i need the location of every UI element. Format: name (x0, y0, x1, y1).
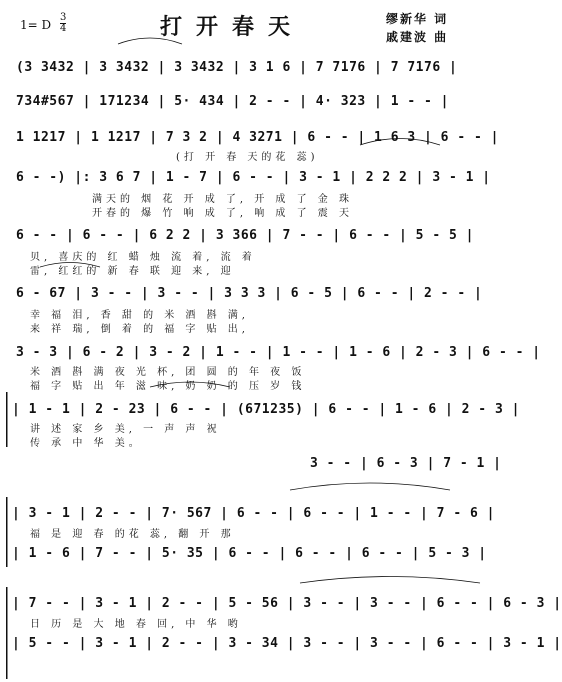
composer-credit: 戚建波 曲 (386, 30, 449, 44)
lyric-line: 福 是 迎 春 的花 蕊, 翻 开 那 (30, 529, 235, 540)
notation-row: 6 - -) |: 3 6 7 | 1 - 7 | 6 - - | 3 - 1 | 2 2 2 | 3 - 1 | (16, 170, 491, 185)
key-signature (20, 18, 51, 32)
system-bracket (6, 392, 8, 447)
slur (290, 483, 450, 490)
time-numerator: 3 (60, 12, 67, 23)
time-denominator: 4 (60, 23, 67, 34)
lyric-line: 雷, 红红的 新 春 联 迎 来, 迎 (30, 266, 235, 277)
notation-row-lower-part: | 1 - 6 | 7 - - | 5· 35 | 6 - - | 6 - - | 6 - - | 5 - 3 | (12, 546, 487, 561)
time-signature (60, 13, 66, 34)
lyric-line: 贝, 喜庆的 红 蜡 烛 流 着, 流 着 (30, 252, 256, 263)
lyric-line: 日 历 是 大 地 春 回, 中 华 哟 (30, 619, 242, 630)
lyric-line: 传 承 中 华 美。 (30, 438, 143, 449)
notation-row: | 7 - - | 3 - 1 | 2 - - | 5 - 56 | 3 - - | 3 - - | 6 - - | 6 - 3 | (12, 596, 562, 611)
lyric-line: 福 字 贴 出 年 滋 味, 奶 奶 的 压 岁 钱 (30, 381, 306, 392)
lyric-line: 讲 述 家 乡 美, 一 声 声 祝 (30, 424, 221, 435)
notation-row-lower-part: | 5 - - | 3 - 1 | 2 - - | 3 - 34 | 3 - - | 3 - - | 6 - - | 3 - 1 | (12, 636, 562, 651)
lyricist-credit: 缪新华 词 (386, 12, 449, 26)
notation-row: 734#567 | 171234 | 5· 434 | 2 - - | 4· 323 | 1 - - | (16, 94, 449, 109)
lyric-line: 米 酒 斟 满 夜 光 杯, 团 圆 的 年 夜 饭 (30, 367, 306, 378)
notation-row: 3 - 3 | 6 - 2 | 3 - 2 | 1 - - | 1 - - | 1 - 6 | 2 - 3 | 6 - - | (16, 345, 541, 360)
notation-row: | 3 - 1 | 2 - - | 7· 567 | 6 - - | 6 - - | 1 - - | 7 - 6 | (12, 506, 495, 521)
system-bracket (6, 497, 8, 567)
lyric-line: 幸 福 泪, 香 甜 的 米 酒 斟 满, (30, 310, 249, 321)
lyric-line: 来 祥 瑞, 倒 着 的 福 字 贴 出, (30, 324, 249, 335)
notation-row-lower-part: 3 - - | 6 - 3 | 7 - 1 | (310, 456, 502, 471)
notation-row: (3 3432 | 3 3432 | 3 3432 | 3 1 6 | 7 7176 | 7 7176 | (16, 60, 458, 75)
song-title: 打开春天 (160, 14, 305, 40)
notation-row: 1 1217 | 1 1217 | 7 3 2 | 4 3271 | 6 - - | 1 6 3 | 6 - - | (16, 130, 499, 145)
lyric-line: (打 开 春 天的花 蕊) (176, 152, 319, 163)
slur (300, 577, 480, 584)
system-bracket (6, 587, 8, 679)
notation-row: 6 - 67 | 3 - - | 3 - - | 3 3 3 | 6 - 5 | 6 - - | 2 - - | (16, 286, 483, 301)
notation-row: | 1 - 1 | 2 - 23 | 6 - - | (671235) | 6 - - | 1 - 6 | 2 - 3 | (12, 402, 520, 417)
lyric-line: 开春的 爆 竹 响 成 了, 响 成 了 震 天 (92, 208, 353, 219)
lyric-line: 满天的 烟 花 开 成 了, 开 成 了 金 珠 (92, 194, 353, 205)
key-text: 1= D (20, 18, 52, 32)
notation-row: 6 - - | 6 - - | 6 2 2 | 3 366 | 7 - - | 6 - - | 5 - 5 | (16, 228, 474, 243)
